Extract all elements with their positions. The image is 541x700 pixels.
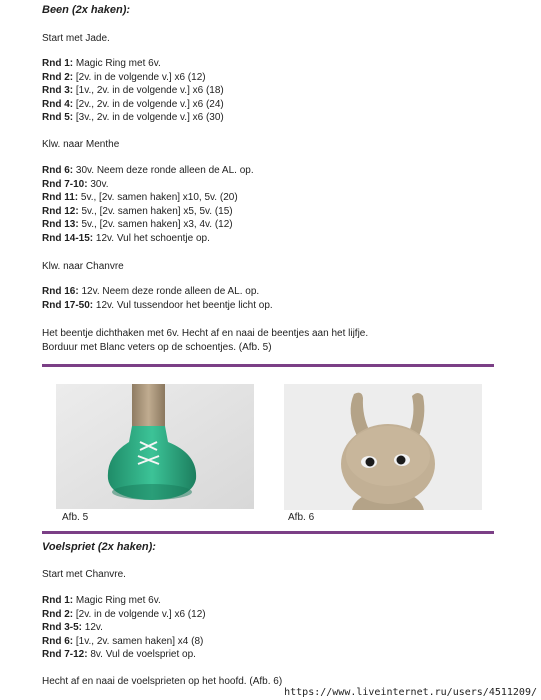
closing-line: Hecht af en naai de voelsprieten op het hoofd. (Afb. 6) bbox=[42, 676, 283, 687]
round-line: Rnd 1: Magic Ring met 6v. bbox=[42, 595, 161, 606]
round-line: Rnd 6: 30v. Neem deze ronde alleen de AL. op. bbox=[42, 165, 254, 176]
round-line: Rnd 6: [1v., 2v. samen haken] x4 (8) bbox=[42, 635, 204, 647]
round-line: Rnd 3: [1v., 2v. in de volgende v.] x6 (18) bbox=[42, 85, 224, 96]
photo-afb-5 bbox=[56, 384, 254, 509]
round-line: Rnd 5: [3v., 2v. in de volgende v.] x6 (30) bbox=[42, 112, 224, 123]
photo-afb-6 bbox=[284, 384, 482, 510]
closing-line: Het beentje dichthaken met 6v. Hecht af en naai de beentjes aan het lijfje. bbox=[42, 328, 369, 339]
crochet-bunny-photo bbox=[284, 384, 482, 510]
round-line: Rnd 13: 5v., [2v. samen haken] x3, 4v. (12) bbox=[42, 219, 233, 230]
source-url: https://www.liveinternet.ru/users/4511209/ bbox=[284, 687, 537, 698]
round-line: Rnd 17-50: 12v. Vul tussendoor het beentje licht op. bbox=[42, 299, 273, 311]
color-switch-line: Klw. naar Menthe bbox=[42, 139, 120, 150]
round-line: Rnd 12: 5v., [2v. samen haken] x5, 5v. (15) bbox=[42, 205, 233, 217]
round-line: Rnd 16: 12v. Neem deze ronde alleen de AL. op. bbox=[42, 286, 260, 297]
round-line: Rnd 2: [2v. in de volgende v.] x6 (12) bbox=[42, 608, 206, 620]
round-line: Rnd 7-10: 30v. bbox=[42, 178, 109, 190]
round-line: Rnd 1: Magic Ring met 6v. bbox=[42, 58, 161, 69]
start-color-line: Start met Chanvre. bbox=[42, 569, 126, 580]
photo-caption: Afb. 6 bbox=[288, 512, 315, 523]
section-title-voelspriet: Voelspriet (2x haken): bbox=[42, 541, 156, 553]
section-divider bbox=[42, 364, 494, 367]
closing-line: Borduur met Blanc veters op de schoentjes. (Afb. 5) bbox=[42, 342, 272, 353]
photo-caption: Afb. 5 bbox=[62, 512, 89, 523]
round-line: Rnd 2: [2v. in de volgende v.] x6 (12) bbox=[42, 71, 206, 83]
section-title-been: Been (2x haken): bbox=[42, 4, 131, 16]
round-line: Rnd 14-15: 12v. Vul het schoentje op. bbox=[42, 232, 210, 244]
round-line: Rnd 7-12: 8v. Vul de voelspriet op. bbox=[42, 649, 196, 660]
round-line: Rnd 3-5: 12v. bbox=[42, 622, 103, 633]
section-divider bbox=[42, 531, 494, 534]
round-line: Rnd 4: [2v., 2v. in de volgende v.] x6 (24) bbox=[42, 98, 224, 110]
start-color-line: Start met Jade. bbox=[42, 33, 110, 44]
color-switch-line: Klw. naar Chanvre bbox=[42, 261, 124, 272]
round-line: Rnd 11: 5v., [2v. samen haken] x10, 5v. (20) bbox=[42, 192, 238, 203]
crochet-leg-photo bbox=[56, 384, 254, 509]
